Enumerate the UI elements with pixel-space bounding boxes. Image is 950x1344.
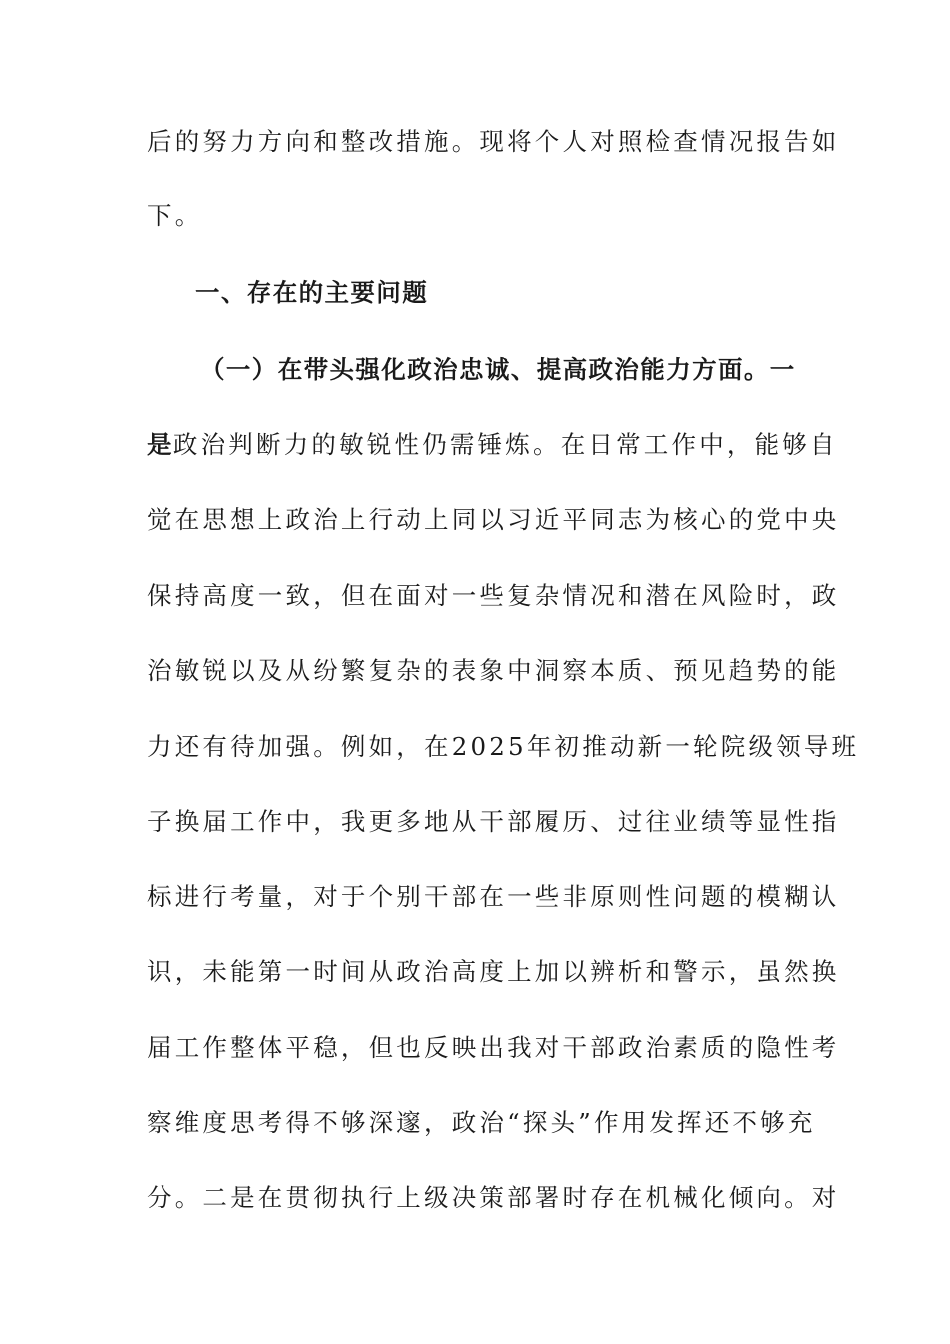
paragraph-line: 子换届工作中，我更多地从干部履历、过往业绩等显性指 <box>147 807 840 836</box>
subsection-heading: （一）在带头强化政治忠诚、提高政治能力方面。一 <box>200 355 796 384</box>
paragraph-line: 后的努力方向和整改措施。现将个人对照检查情况报告如 <box>147 127 840 156</box>
emphasis-text: 是 <box>147 430 173 459</box>
paragraph-line: 保持高度一致，但在面对一些复杂情况和潜在风险时，政 <box>147 581 840 610</box>
paragraph-line: 识，未能第一时间从政治高度上加以辨析和警示，虽然换 <box>147 957 840 986</box>
paragraph-line: 治敏锐以及从纷繁复杂的表象中洞察本质、预见趋势的能 <box>147 656 840 685</box>
paragraph-line: 力还有待加强。例如，在2025年初推动新一轮院级领导班 <box>147 732 860 761</box>
section-heading: 一、存在的主要问题 <box>195 278 429 307</box>
paragraph-line: 届工作整体平稳，但也反映出我对干部政治素质的隐性考 <box>147 1033 840 1062</box>
paragraph-text: 政治判断力的敏锐性仍需锤炼。在日常工作中，能够自 <box>172 430 838 459</box>
paragraph-line: 觉在思想上政治上行动上同以习近平同志为核心的党中央 <box>147 505 840 534</box>
paragraph-line: 察维度思考得不够深邃，政治“探头”作用发挥还不够充 <box>147 1108 816 1137</box>
paragraph-line: 标进行考量，对于个别干部在一些非原则性问题的模糊认 <box>147 882 840 911</box>
paragraph-line: 下。 <box>147 201 203 230</box>
paragraph-line <box>147 425 838 465</box>
paragraph-line: 分。二是在贯彻执行上级决策部署时存在机械化倾向。对 <box>147 1183 840 1212</box>
